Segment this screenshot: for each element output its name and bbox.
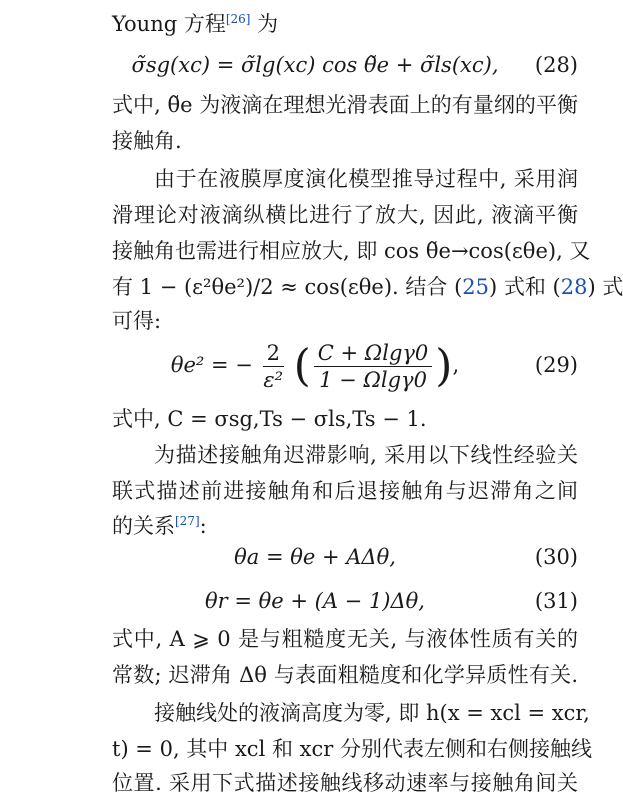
text-line: 接触线处的液滴高度为零, 即 h(x = xcl = xcr, — [154, 701, 590, 725]
equation-28: σ̃sg(xc) = σ̃lg(xc) cos θ̃e + σ̃ls(xc), (28) — [131, 53, 578, 77]
text-line: 式中, C = σsg,Ts − σls,Ts − 1. — [112, 407, 427, 431]
text-line: 联式描述前进接触角和后退接触角与迟滞角之间 — [112, 479, 578, 503]
equation-30: θa = θe + AΔθ, (30) — [234, 545, 578, 569]
text-line: t) = 0, 其中 xcl 和 xcr 分别代表左侧和右侧接触线 — [112, 737, 592, 761]
text-line: 由于在液膜厚度演化模型推导过程中, 采用润 — [154, 167, 578, 191]
equation-31: θr = θe + (A − 1)Δθ, (31) — [205, 589, 578, 613]
text-line: 滑理论对液滴纵横比进行了放大, 因此, 液滴平衡 — [112, 203, 578, 227]
text-line: 式中, θ̃e 为液滴在理想光滑表面上的有量纲的平衡 — [112, 93, 578, 117]
text-line: 常数; 迟滞角 Δθ 与表面粗糙度和化学异质性有关. — [112, 663, 578, 687]
text-line: 为描述接触角迟滞影响, 采用以下线性经验关 — [154, 443, 578, 467]
text-line-young: Young 方程[26] 为 — [112, 12, 279, 36]
text-line: 可得: — [112, 309, 162, 333]
text-line-cutoff: 位置. 采用下式描述接触线移动速率与接触角间关 — [112, 771, 578, 795]
text-line: 式中, A ⩾ 0 是与粗糙度无关, 与液体性质有关的 — [112, 627, 578, 651]
equation-29: θe² = − $\frac{2}{\text{ε²}}$ ( $\frac{C + \Omega\lg\gamma 0}{1 - \Omega\lg\gamma 0}$ ), (29) — [170, 340, 578, 392]
text-line: 的关系[27]: — [112, 514, 207, 538]
text-line: 接触角. — [112, 129, 182, 153]
text-line: 接触角也需进行相应放大, 即 cos θ̃e→cos(εθe), 又 — [112, 239, 591, 263]
text-line: 有 1 − (ε²θe²)/2 ≈ cos(εθe). 结合 (25) 式和 (28) 式 — [112, 275, 623, 299]
